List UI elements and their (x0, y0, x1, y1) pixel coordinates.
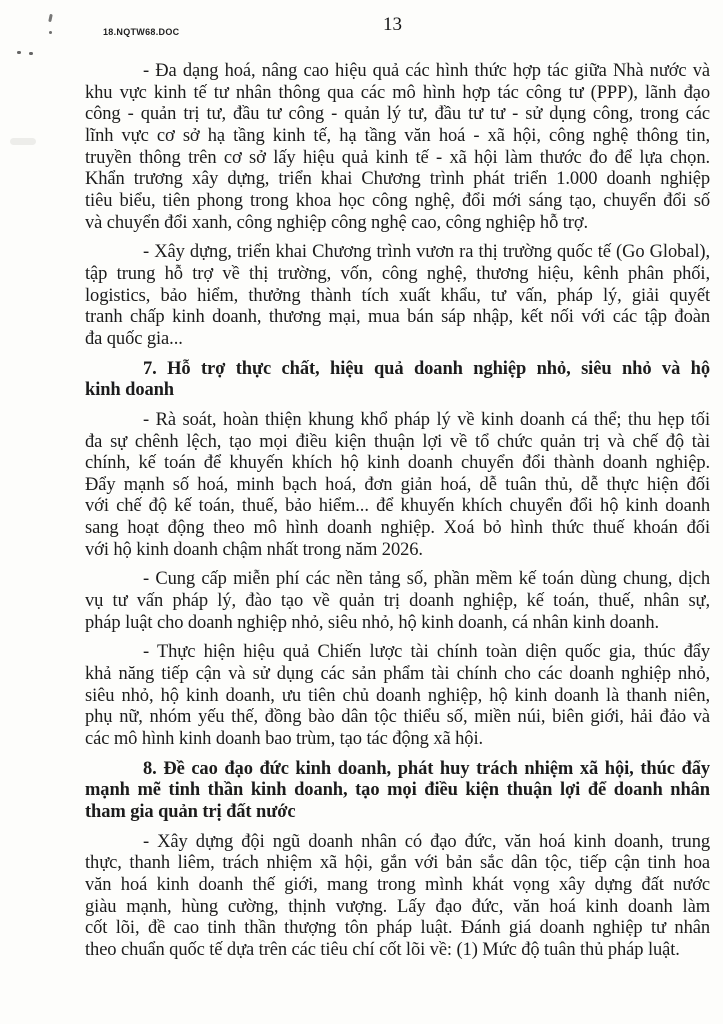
section-heading (85, 359, 710, 402)
doc-code-label: 18.NQTW68.DOC (103, 27, 180, 37)
text-line: Đẩy mạnh số hoá, minh bạch hoá, đơn giản hoá, dễ tuân thủ, dễ thực hiện đối (85, 474, 710, 495)
body-paragraph (85, 61, 710, 234)
text-line: phụ nữ, nhóm yếu thế, đồng bào dân tộc thiểu số, miền núi, biên giới, hải đảo và (85, 707, 710, 728)
text-line: thực, thanh liêm, trách nhiệm xã hội, gắn với bản sắc dân tộc, tiếp cận tinh hoa (85, 853, 710, 874)
page-number: 13 (383, 14, 402, 35)
text-line: với chế độ kế toán, thuế, bảo hiểm... để khuyến khích chuyển đổi hộ kinh doanh (85, 496, 710, 517)
heading-line: tham gia quản trị đất nước (85, 802, 296, 822)
heading-line: 7. Hỗ trợ thực chất, hiệu quả doanh nghiệp nhỏ, siêu nhỏ và hộ (143, 358, 710, 379)
text-line: sang hoạt động theo mô hình doanh nghiệp. Xoá bỏ hình thức thuế khoán đối (85, 518, 710, 539)
body-paragraph (85, 410, 710, 562)
text-line: lĩnh vực cơ sở hạ tầng kinh tế, hạ tầng văn hoá - xã hội, công nghệ thông tin, (85, 125, 710, 146)
text-line: vụ tư vấn pháp lý, đào tạo về quản trị doanh nghiệp, kế toán, thuế, nhân sự, (85, 591, 710, 612)
text-line: cốt lõi, đề cao tinh thần thượng tôn pháp luật. Đánh giá doanh nghiệp tư nhân (85, 918, 710, 939)
text-line: tập trung hỗ trợ về thị trường, vốn, công nghệ, thương hiệu, kênh phân phối, (85, 263, 710, 284)
text-line: khả năng tiếp cận và sử dụng các sản phẩm tài chính cho các doanh nghiệp nhỏ, (85, 664, 710, 685)
text-line: pháp luật cho doanh nghiệp nhỏ, siêu nhỏ, hộ kinh doanh, cá nhân kinh doanh. (85, 612, 660, 633)
text-line: theo chuẩn quốc tế dựa trên các tiêu chí cốt lõi về: (1) Mức độ tuân thủ pháp luật. (85, 939, 680, 960)
text-line: siêu nhỏ, hộ kinh doanh, ưu tiên chủ doanh nghiệp, hộ kinh doanh là thanh niên, (85, 685, 710, 706)
heading-line: mạnh mẽ tinh thần kinh doanh, tạo mọi điều kiện thuận lợi để doanh nhân (85, 780, 710, 801)
text-line: Khẩn trương xây dựng, triển khai Chương trình phát triển 1.000 doanh nghiệp (85, 169, 710, 190)
document-body (85, 61, 710, 962)
scan-speck (49, 31, 52, 34)
scan-smudge (10, 138, 36, 145)
text-line: truyền thông trên cơ sở lấy hiệu quả kinh tế - xã hội làm thước đo để lựa chọn. (85, 147, 710, 168)
text-line: với hộ kinh doanh chậm nhất trong năm 2026. (85, 539, 423, 560)
text-line: logistics, bảo hiểm, thưởng thành tích xuất khẩu, tư vấn, pháp lý, giải quyết (85, 285, 710, 306)
text-line: và chuyển đổi xanh, công nghiệp công nghệ cao, công nghiệp hỗ trợ. (85, 212, 589, 233)
text-line: đa quốc gia... (85, 328, 183, 349)
text-line: đa sự chênh lệch, tạo mọi điều kiện thuận lợi về tổ chức quản trị và chế độ tài (85, 431, 710, 452)
text-line: - Xây dựng, triển khai Chương trình vươn ra thị trường quốc tế (Go Global), (143, 242, 710, 263)
text-line: khu vực kinh tế tư nhân thông qua các mô hình hợp tác công tư (PPP), lãnh đạo (85, 82, 710, 103)
text-line: giàu mạnh, hùng cường, thịnh vượng. Lấy đạo đức, văn hoá kinh doanh làm (85, 896, 710, 917)
section-heading (85, 759, 710, 824)
text-line: tranh chấp kinh doanh, thương mại, mua bán sáp nhập, kết nối với các tập đoàn (85, 307, 710, 328)
heading-line: kinh doanh (85, 380, 174, 401)
scan-speck (48, 14, 53, 22)
text-line: - Rà soát, hoàn thiện khung khổ pháp lý về kinh doanh cá thể; thu hẹp tối (143, 409, 710, 430)
text-line: chính, kế toán để khuyến khích hộ kinh doanh chuyển đổi thành doanh nghiệp. (85, 453, 710, 474)
body-paragraph (85, 832, 710, 962)
text-line: các mô hình kinh doanh bao trùm, tạo tác động xã hội. (85, 729, 484, 750)
heading-line: 8. Đề cao đạo đức kinh doanh, phát huy trách nhiệm xã hội, thúc đẩy (143, 758, 710, 779)
text-line: tiêu biểu, tiên phong trong khoa học công nghệ, đổi mới sáng tạo, chuyển đổi số (85, 190, 710, 211)
body-paragraph (85, 242, 710, 350)
text-line: - Thực hiện hiệu quả Chiến lược tài chính toàn diện quốc gia, thúc đẩy (143, 642, 710, 663)
text-line: - Đa dạng hoá, nâng cao hiệu quả các hình thức hợp tác giữa Nhà nước và (143, 61, 710, 81)
text-line: công - quản trị tư, đầu tư công - quản lý tư, đầu tư tư - sử dụng công, trong các (85, 104, 710, 125)
text-line: văn hoá kinh doanh thế giới, mang trong mình khát vọng xây dựng đất nước (85, 874, 710, 895)
text-line: - Cung cấp miễn phí các nền tảng số, phần mềm kế toán dùng chung, dịch (143, 569, 710, 590)
scan-speck (29, 52, 33, 55)
text-line: - Xây dựng đội ngũ doanh nhân có đạo đức, văn hoá kinh doanh, trung (143, 831, 710, 852)
scan-speck (17, 51, 21, 54)
body-paragraph (85, 642, 710, 750)
body-paragraph (85, 569, 710, 634)
